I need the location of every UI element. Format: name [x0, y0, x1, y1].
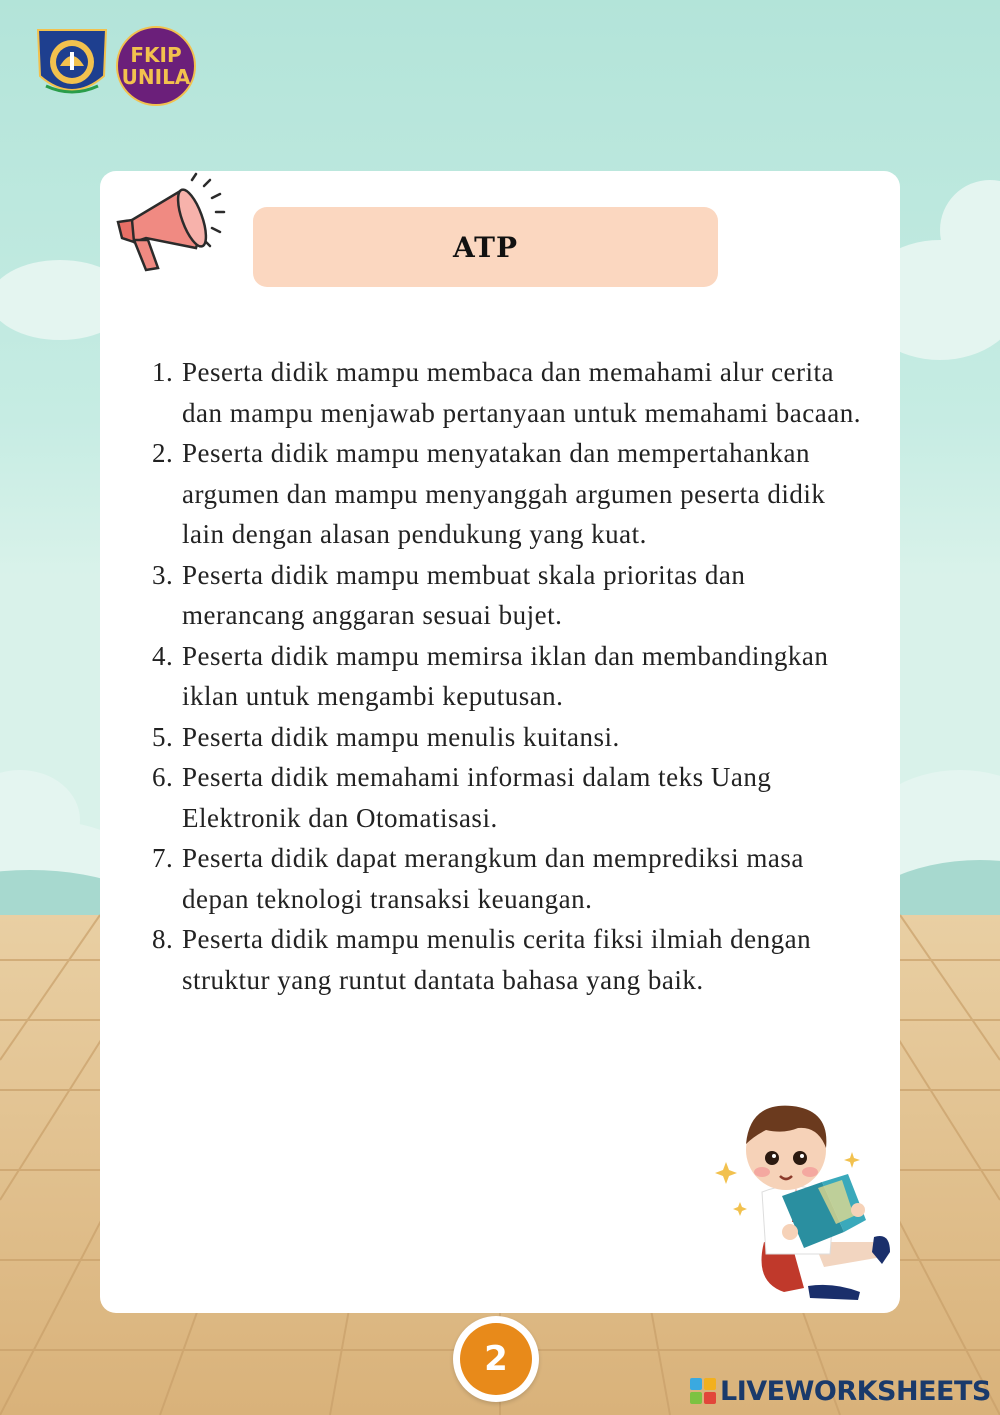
list-item-number: 2.	[152, 438, 174, 468]
list-item-text: Peserta didik mampu menulis kuitansi.	[182, 721, 620, 752]
list-item-number: 8.	[152, 924, 174, 954]
list-item	[152, 433, 872, 555]
list-item-number: 4.	[152, 640, 174, 671]
list-item-number: 5.	[152, 721, 174, 752]
list-item	[152, 636, 872, 717]
list-item-number: 1.	[152, 357, 174, 387]
boy-reading-illustration	[714, 1092, 894, 1312]
list-item-text: Peserta didik memahami informasi dalam teks Uang Elektronik dan Otomatisasi.	[182, 762, 772, 833]
list-item-text: Peserta didik mampu membaca dan memahami alur cerita dan mampu menjawab pertanyaan untuk memahami bacaan.	[182, 357, 861, 428]
universitas-lampung-logo	[32, 26, 112, 102]
liveworksheets-logo-icon	[690, 1378, 716, 1404]
list-item	[152, 555, 872, 636]
liveworksheets-text: LIVEWORKSHEETS	[720, 1375, 991, 1407]
list-item-text: Peserta didik mampu menyatakan dan mempertahankan argumen dan mampu menyanggah argumen peserta didik lain dengan alasan pendukung yang kuat.	[182, 438, 826, 549]
fkip-logo-line2: UNILA	[121, 65, 191, 89]
list-item-text: Peserta didik dapat merangkum dan memprediksi masa depan teknologi transaksi keuangan.	[182, 843, 804, 914]
fkip-logo-line1: FKIP	[130, 43, 182, 67]
list-item-text: Peserta didik mampu menulis cerita fiksi ilmiah dengan struktur yang runtut dantata bahasa yang baik.	[182, 924, 812, 995]
list-item	[152, 352, 872, 433]
list-item-text: Peserta didik mampu membuat skala prioritas dan merancang anggaran sesuai bujet.	[182, 559, 746, 630]
list-item	[152, 717, 872, 758]
page-title: ATP	[452, 230, 519, 264]
list-item-text: Peserta didik mampu memirsa iklan dan membandingkan iklan untuk mengambi keputusan.	[182, 640, 829, 711]
list-item	[152, 757, 872, 838]
page-number-badge	[453, 1316, 539, 1402]
atp-list	[152, 352, 872, 1000]
list-item-number: 7.	[152, 843, 174, 873]
list-item-number: 6.	[152, 762, 174, 792]
page-number: 2	[460, 1323, 532, 1395]
list-item	[152, 919, 872, 1000]
title-banner	[253, 207, 718, 287]
list-item	[152, 838, 872, 919]
megaphone-icon	[112, 172, 232, 282]
liveworksheets-brand[interactable]	[690, 1374, 991, 1408]
list-item-number: 3.	[152, 559, 174, 590]
fkip-unila-logo	[116, 26, 196, 106]
